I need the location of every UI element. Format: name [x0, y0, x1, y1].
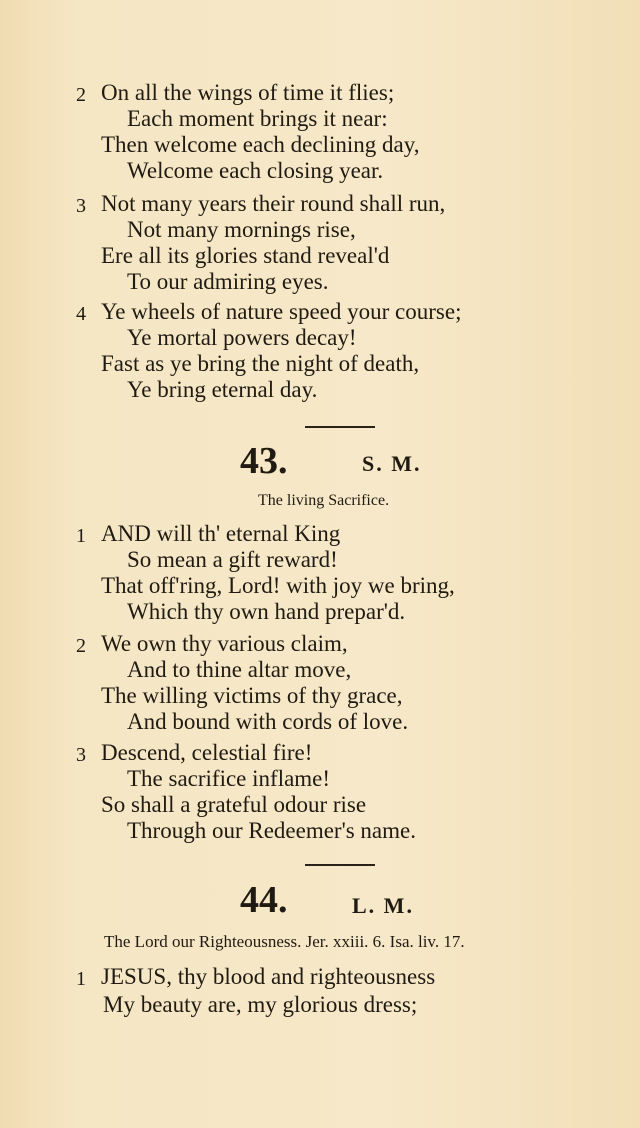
verse-line: Then welcome each declining day,	[101, 132, 420, 157]
verse-line: Ye bring eternal day.	[127, 377, 318, 402]
divider-rule	[305, 426, 375, 428]
verse-line: So mean a gift reward!	[127, 547, 338, 572]
verse-line: And to thine altar move,	[127, 657, 352, 682]
stanza-number: 3	[76, 195, 86, 217]
hymn-title: The Lord our Righteousness. Jer. xxiii. 6. Isa. liv. 17.	[104, 932, 465, 951]
verse-line: Descend, celestial fire!	[101, 740, 313, 765]
hymn-title: The living Sacrifice.	[258, 492, 390, 509]
verse-line: Which thy own hand prepar'd.	[127, 599, 406, 624]
verse-line: My beauty are, my glorious dress;	[103, 992, 418, 1017]
hymn-meter: L. M.	[352, 893, 414, 918]
stanza-number: 4	[76, 303, 86, 325]
verse-line: Each moment brings it near:	[127, 106, 388, 131]
stanza-number: 1	[76, 968, 86, 990]
verse-line: We own thy various claim,	[101, 631, 348, 656]
stanza-number: 2	[76, 635, 86, 657]
verse-line: Ye mortal powers decay!	[127, 325, 357, 350]
verse-line: JESUS, thy blood and righteousness	[101, 964, 436, 989]
hymn-meter: S. M.	[362, 451, 422, 476]
verse-line: Ye wheels of nature speed your course;	[101, 299, 462, 324]
verse-line: Not many mornings rise,	[127, 217, 356, 242]
verse-line: That off'ring, Lord! with joy we bring,	[101, 573, 455, 598]
stanza-number: 3	[76, 744, 86, 766]
verse-line: The willing victims of thy grace,	[101, 683, 403, 708]
verse-line: Welcome each closing year.	[127, 158, 384, 183]
hymn-number: 44.	[240, 879, 288, 921]
verse-line: Not many years their round shall run,	[101, 191, 446, 216]
hymn-number: 43.	[240, 440, 288, 482]
verse-line: The sacrifice inflame!	[127, 766, 331, 791]
stanza-number: 2	[76, 84, 86, 106]
verse-line: On all the wings of time it flies;	[101, 80, 395, 105]
verse-line: Fast as ye bring the night of death,	[101, 351, 420, 376]
verse-line: Through our Redeemer's name.	[127, 818, 416, 843]
divider-rule	[305, 864, 375, 866]
verse-line: To our admiring eyes.	[127, 269, 329, 294]
verse-line: AND will th' eternal King	[101, 521, 341, 546]
stanza-number: 1	[76, 525, 86, 547]
verse-line: Ere all its glories stand reveal'd	[101, 243, 390, 268]
verse-line: And bound with cords of love.	[127, 709, 409, 734]
verse-line: So shall a grateful odour rise	[101, 792, 367, 817]
